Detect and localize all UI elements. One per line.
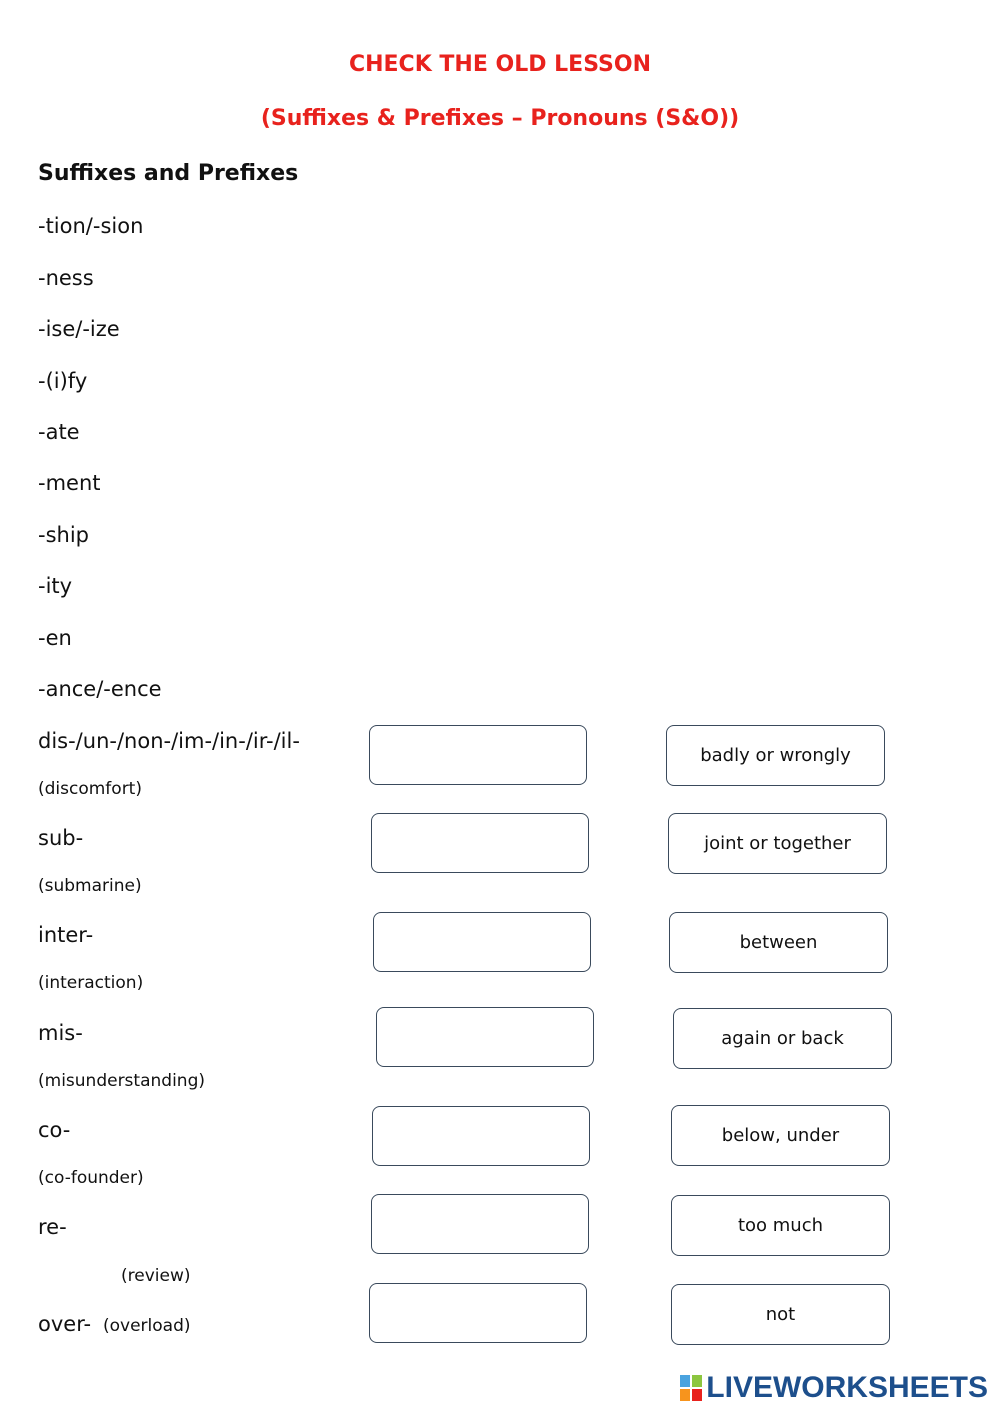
brand-footer[interactable]: [680, 1372, 988, 1404]
suffix-item: -ise/-ize: [38, 317, 120, 341]
answer-input[interactable]: [369, 725, 587, 785]
suffix-item: -(i)fy: [38, 369, 88, 393]
meaning-option[interactable]: below, under: [671, 1105, 890, 1166]
prefix-label: mis-: [38, 1021, 83, 1045]
prefix-label: co-: [38, 1118, 71, 1142]
suffix-item: -ship: [38, 523, 89, 547]
prefix-example: (submarine): [38, 876, 142, 896]
prefix-example: (discomfort): [38, 779, 142, 799]
prefix-label: re-: [38, 1215, 67, 1239]
meaning-option[interactable]: not: [671, 1284, 890, 1345]
prefix-label: dis-/un-/non-/im-/in-/ir-/il-: [38, 729, 300, 753]
answer-input[interactable]: [373, 912, 591, 972]
suffix-item: -ity: [38, 574, 73, 598]
prefix-example: (interaction): [38, 973, 144, 993]
answer-input[interactable]: [371, 1194, 589, 1254]
suffix-item: -ness: [38, 266, 94, 290]
liveworksheets-logo-icon: [680, 1375, 702, 1401]
meaning-option[interactable]: joint or together: [668, 813, 887, 874]
page-subtitle: (Suffixes & Prefixes – Pronouns (S&O)): [260, 106, 740, 131]
section-heading: Suffixes and Prefixes: [38, 161, 299, 186]
answer-input[interactable]: [371, 813, 589, 873]
answer-input[interactable]: [376, 1007, 594, 1067]
meaning-option[interactable]: badly or wrongly: [666, 725, 885, 786]
prefix-example: (review): [121, 1266, 191, 1286]
answer-input[interactable]: [372, 1106, 590, 1166]
prefix-example: (co-founder): [38, 1168, 144, 1188]
meaning-option[interactable]: again or back: [673, 1008, 892, 1069]
answer-input[interactable]: [369, 1283, 587, 1343]
prefix-example: (overload): [103, 1316, 191, 1336]
page-title: CHECK THE OLD LESSON: [348, 52, 652, 77]
suffix-item: -ance/-ence: [38, 677, 162, 701]
meaning-option[interactable]: too much: [671, 1195, 890, 1256]
meaning-option[interactable]: between: [669, 912, 888, 973]
prefix-label: inter-: [38, 923, 94, 947]
suffix-item: -ate: [38, 420, 80, 444]
prefix-label: over-: [38, 1312, 92, 1336]
suffix-item: -en: [38, 626, 72, 650]
brand-name: LIVEWORKSHEETS: [706, 1371, 988, 1404]
suffix-item: -ment: [38, 471, 101, 495]
prefix-label: sub-: [38, 826, 84, 850]
prefix-example: (misunderstanding): [38, 1071, 205, 1091]
suffix-item: -tion/-sion: [38, 214, 144, 238]
